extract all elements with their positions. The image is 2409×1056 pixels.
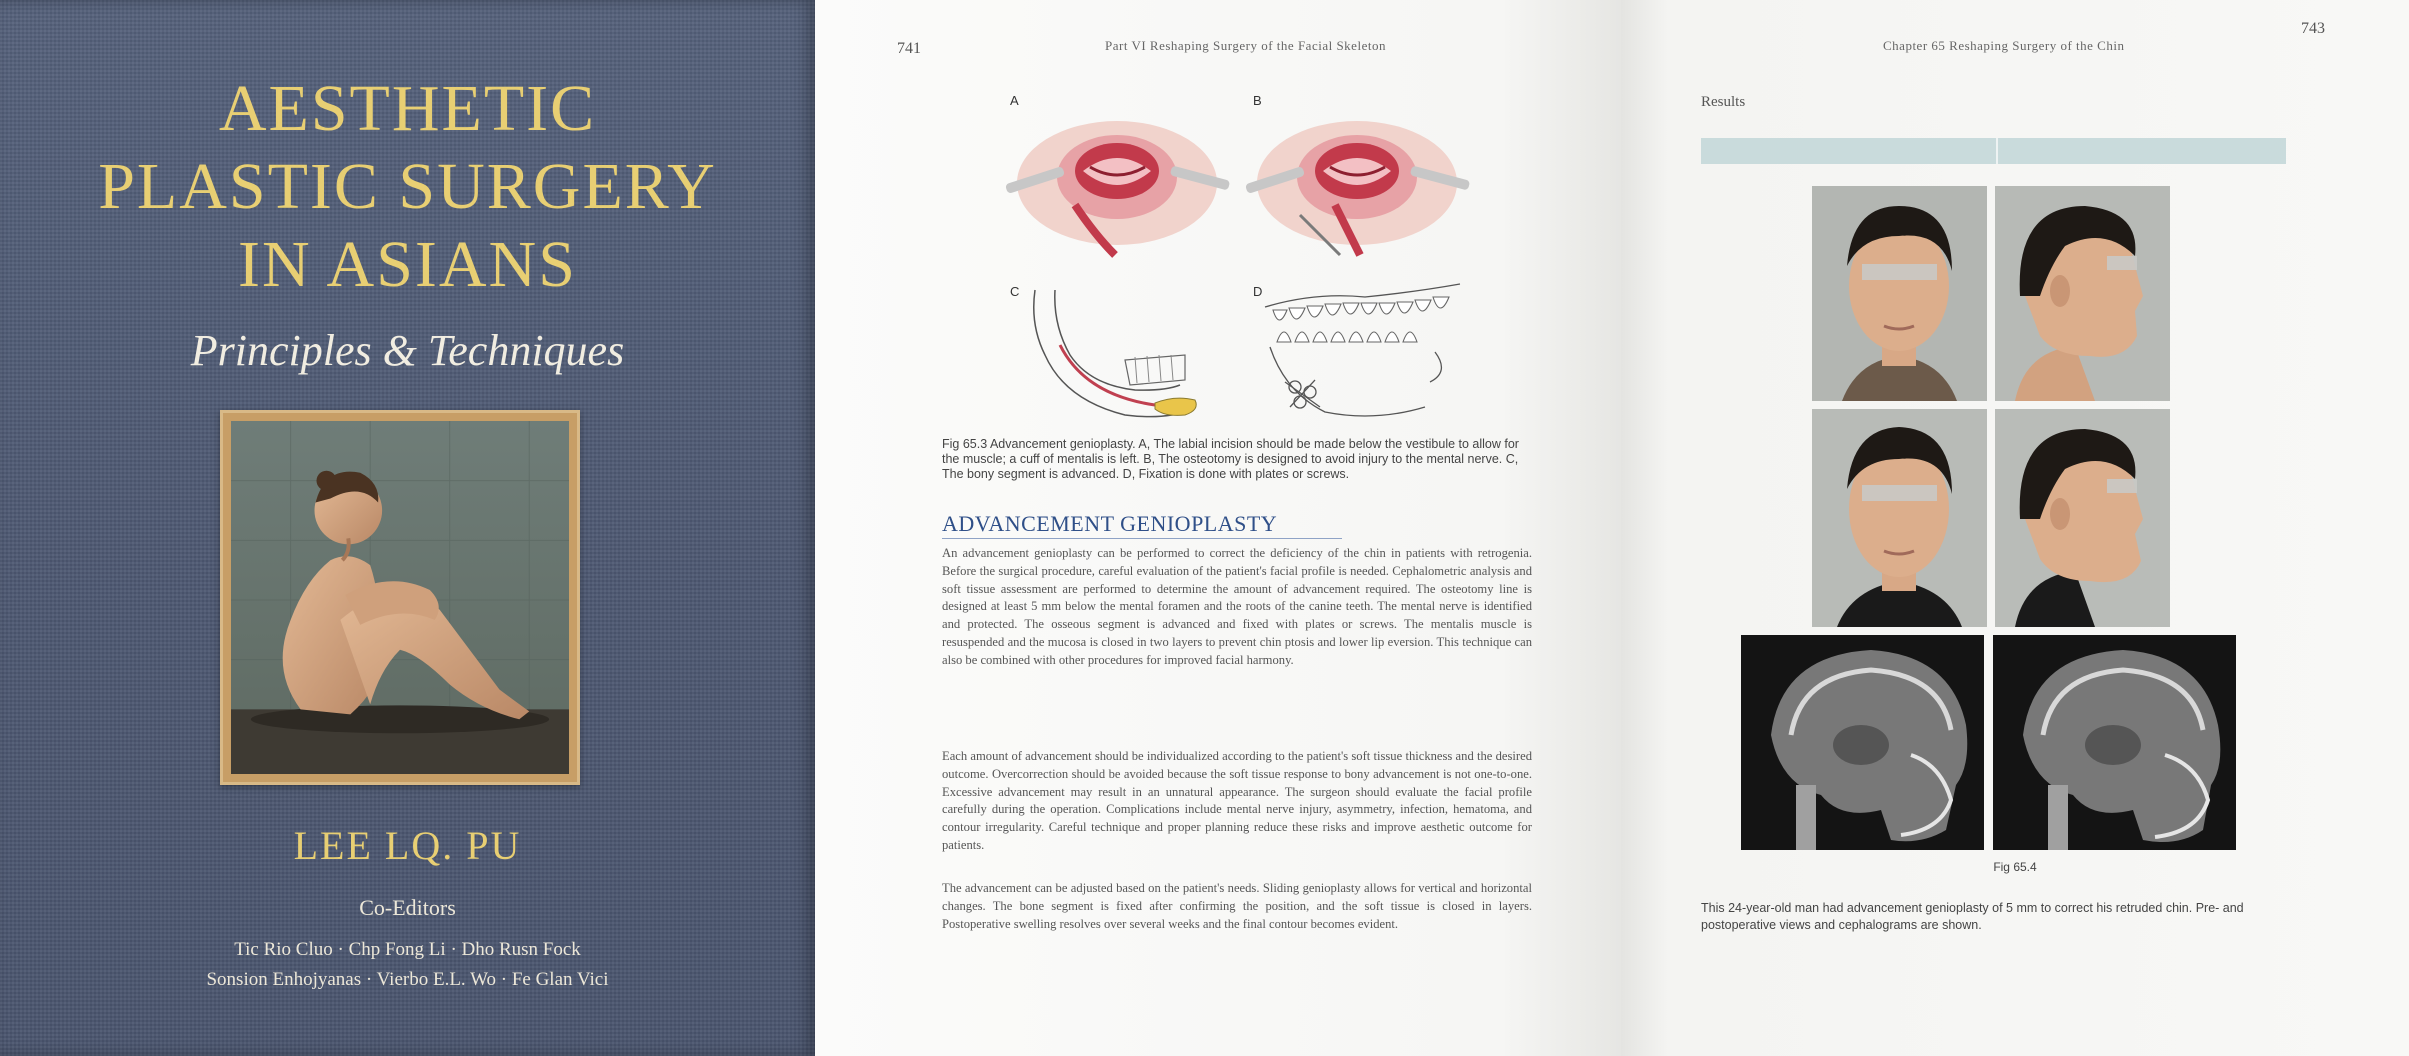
- panel-label-c: C: [1010, 284, 1020, 299]
- page-number: 743: [2301, 20, 2325, 37]
- right-page: [1621, 0, 2409, 1056]
- section-heading: ADVANCEMENT GENIOPLASTY: [942, 511, 1278, 536]
- header-band: [1701, 138, 2286, 164]
- figure-label: Fig 65.4: [1993, 860, 2037, 874]
- book-cover: [0, 0, 815, 1056]
- panel-label-b: B: [1253, 93, 1262, 108]
- patient-photo-lateral-pre: [1995, 186, 2170, 401]
- cover-subtitle: Principles & Techniques: [190, 326, 625, 375]
- face-profile-icon: [1995, 409, 2170, 627]
- teeth-fixation-icon: [1255, 282, 1470, 432]
- face-front-icon: [1812, 409, 1987, 627]
- cover-title-line: PLASTIC SURGERY: [98, 150, 717, 223]
- mandible-drawing: [1015, 285, 1215, 430]
- cephalogram-pre: [1741, 635, 1984, 850]
- jaw-bone-icon: [1015, 285, 1215, 430]
- cover-artwork: [220, 410, 580, 785]
- cephalogram-post: [1993, 635, 2236, 850]
- running-head: Part VI Reshaping Surgery of the Facial Skeleton: [1105, 38, 1386, 53]
- surgical-photo-b: [1245, 105, 1470, 265]
- patient-photo-front-post: [1812, 409, 1987, 627]
- coeditors-line: Tic Rio Cluo · Chp Fong Li · Dho Rusn Fock: [234, 939, 581, 960]
- figure-caption: Fig 65.3 Advancement genioplasty. A, The labial incision should be made below the vestibule to allow for the muscle; a cuff of mentalis is left. B, The osteotomy is designed to avoid injury to the mental nerve. C, The bony segment is advanced. D, Fixation is done with plates or screws.: [942, 437, 1519, 481]
- patient-photo-lateral-post: [1995, 409, 2170, 627]
- coeditors-label: Co-Editors: [359, 895, 456, 920]
- section-label: Results: [1701, 94, 1746, 110]
- coeditors-line: Sonsion Enhojyanas · Vierbo E.L. Wo · Fe Glan Vici: [206, 969, 609, 990]
- body-paragraph: Each amount of advancement should be individualized according to the patient's soft tissue thickness and the desired outcome. Overcorrection should be avoided because the soft tissue response to bony advancement is not one-to-one. Excessive advancement may result in an unnatural appearance. The surgeon should evaluate the facial profile carefully during the operation. Complications include mental nerve injury, asymmetry, infection, hematoma, and contour irregularity. Careful technique and proper planning reduce these risks and improve aesthetic outcome for patients.: [942, 749, 1532, 852]
- cover-title: [0, 70, 815, 304]
- teeth-drawing: [1255, 282, 1470, 432]
- body-paragraph: An advancement genioplasty can be performed to correct the deficiency of the chin in patients with retrogenia. Before the surgical procedure, careful evaluation of the patient's facial profile is needed. Cephalometric analysis and soft tissue assessment are performed to determine the amount of advancement required. The osteotomy line is designed at least 5 mm below the mental foramen and the roots of the canine teeth. The mental nerve is identified and protected. The osseous segment is advanced and fixed with plates or screws. The mentalis muscle is resuspended and the mucosa is closed in two layers to prevent chin ptosis and lower lip eversion. This technique can also be combined with other procedures for improved facial harmony.: [942, 546, 1532, 667]
- panel-label-d: D: [1253, 284, 1263, 299]
- face-front-icon: [1812, 186, 1987, 401]
- heading-rule: [942, 538, 1342, 539]
- face-profile-icon: [1995, 186, 2170, 401]
- surgery-illustration-icon: [1245, 105, 1470, 265]
- surgical-photo-a: [1005, 105, 1230, 265]
- page-number: 741: [897, 40, 921, 57]
- patient-photo-front-pre: [1812, 186, 1987, 401]
- body-paragraph: The advancement can be adjusted based on the patient's needs. Sliding genioplasty allows for vertical and horizontal changes. The bone segment is fixed after confirming the position, and the soft tissue is closed in layers. Postoperative swelling resolves over several weeks and the final contour becomes evident.: [942, 881, 1532, 931]
- panel-label-a: A: [1010, 93, 1019, 108]
- seated-figure-painting: [231, 421, 569, 774]
- running-head: Chapter 65 Reshaping Surgery of the Chin: [1883, 38, 2125, 53]
- figure-caption: This 24-year-old man had advancement genioplasty of 5 mm to correct his retruded chin. Pre- and postoperative views and cephalograms are shown.: [1701, 901, 2244, 932]
- cover-author: LEE LQ. PU: [293, 823, 522, 868]
- band-divider: [1996, 138, 1998, 164]
- surgery-illustration-icon: [1005, 105, 1230, 265]
- left-page: [815, 0, 1621, 1056]
- cover-title-line: IN ASIANS: [238, 228, 577, 301]
- cover-title-line: AESTHETIC: [218, 72, 597, 145]
- skull-xray-icon: [1741, 635, 1984, 850]
- coeditors-list: [0, 935, 815, 995]
- skull-xray-icon: [1993, 635, 2236, 850]
